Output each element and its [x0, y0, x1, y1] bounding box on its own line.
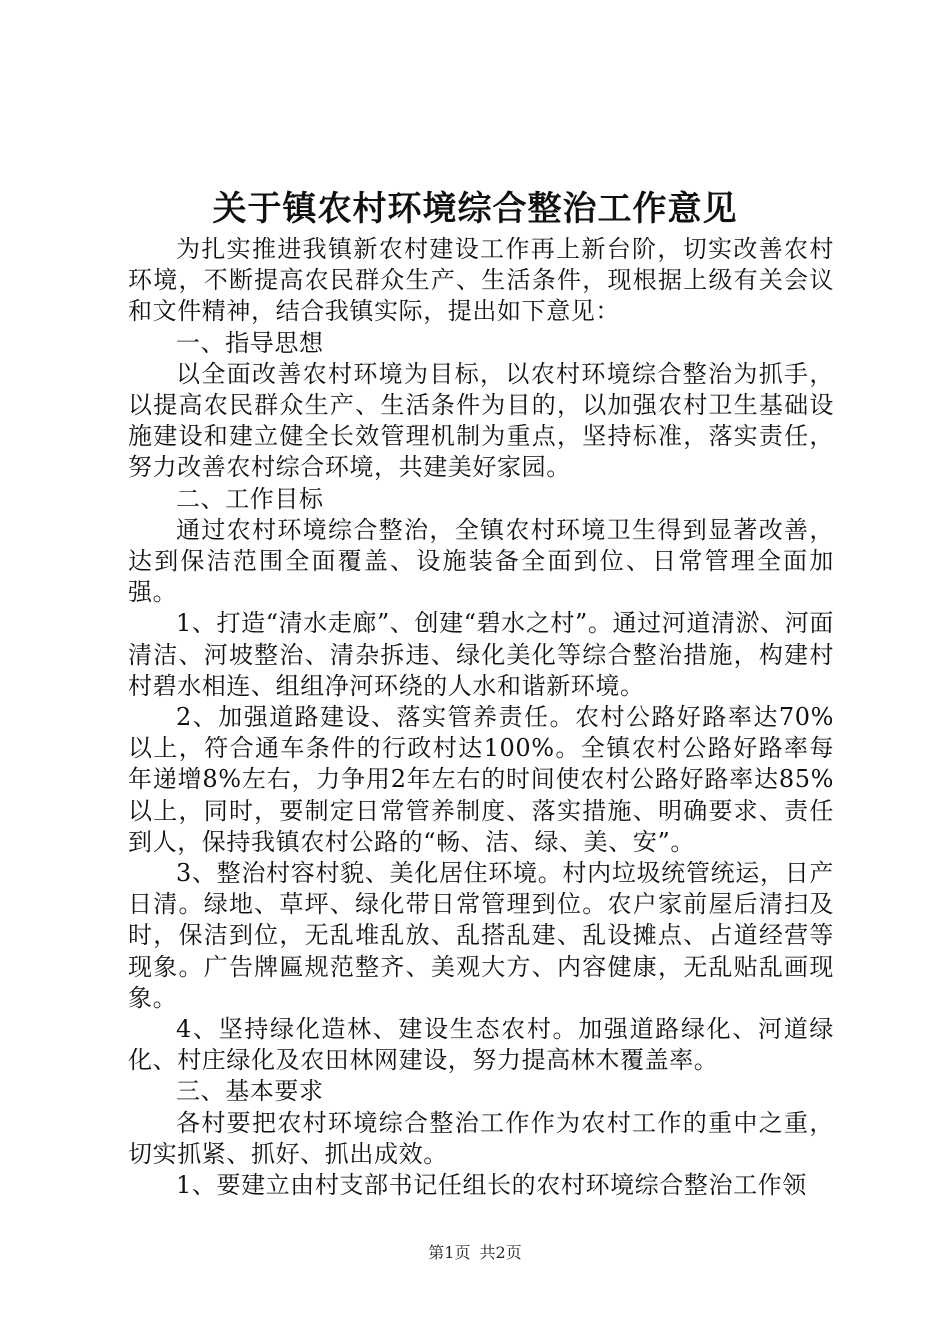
page-number: 第1页	[428, 1243, 471, 1262]
intro-paragraph: 为扎实推进我镇新农村建设工作再上新台阶，切实改善农村环境，不断提高农民群众生产、生活条件，现根据上级有关会议和文件精神，结合我镇实际，提出如下意见：	[128, 235, 834, 326]
page-footer	[0, 1242, 950, 1264]
document-body	[128, 234, 834, 1201]
goal-item-3: 3、整治村容村貌、美化居住环境。村内垃圾统管统运，日产日清。绿地、草坪、绿化带日常管理到位。农户家前屋后清扫及时，保洁到位，无乱堆乱放、乱搭乱建、乱设摊点、占道经营等现象。广告牌匾规范整齐、美观大方、内容健康，无乱贴乱画现象。	[128, 859, 834, 1012]
section-heading-guiding-ideology: 一、指导思想	[176, 328, 324, 357]
document-title: 关于镇农村环境综合整治工作意见	[212, 189, 738, 229]
section-heading-work-goals: 二、工作目标	[176, 484, 324, 513]
page-total: 共2页	[479, 1243, 522, 1262]
goal-item-4: 4、坚持绿化造林、建设生态农村。加强道路绿化、河道绿化、村庄绿化及农田林网建设，努力提高林木覆盖率。	[128, 1015, 834, 1075]
goal-item-1: 1、打造“清水走廊”、创建“碧水之村”。通过河道清淤、河面清洁、河坡整治、清杂拆违、绿化美化等综合整治措施，构建村村碧水相连、组组净河环绕的人水和谐新环境。	[128, 609, 834, 700]
basic-requirements-paragraph: 各村要把农村环境综合整治工作作为农村工作的重中之重，切实抓紧、抓好、抓出成效。	[128, 1108, 834, 1168]
section-heading-basic-requirements: 三、基本要求	[176, 1077, 324, 1106]
goal-item-2: 2、加强道路建设、落实管养责任。农村公路好路率达70%以上，符合通车条件的行政村达100%。全镇农村公路好路率每年递增8%左右，力争用2年左右的时间使农村公路好路率达85%以上，同时，要制定日常管养制度、落实措施、明确要求、责任到人，保持我镇农村公路的“畅、洁、绿、美、安”。	[128, 703, 834, 856]
guiding-ideology-paragraph: 以全面改善农村环境为目标，以农村环境综合整治为抓手，以提高农民群众生产、生活条件为目的，以加强农村卫生基础设施建设和建立健全长效管理机制为重点，坚持标准，落实责任，努力改善农村综合环境，共建美好家园。	[128, 359, 834, 482]
requirement-item-1: 1、要建立由村支部书记任组长的农村环境综合整治工作领	[176, 1171, 807, 1200]
work-goals-paragraph: 通过农村环境综合整治，全镇农村环境卫生得到显著改善，达到保洁范围全面覆盖、设施装备全面到位、日常管理全面加强。	[128, 515, 834, 607]
